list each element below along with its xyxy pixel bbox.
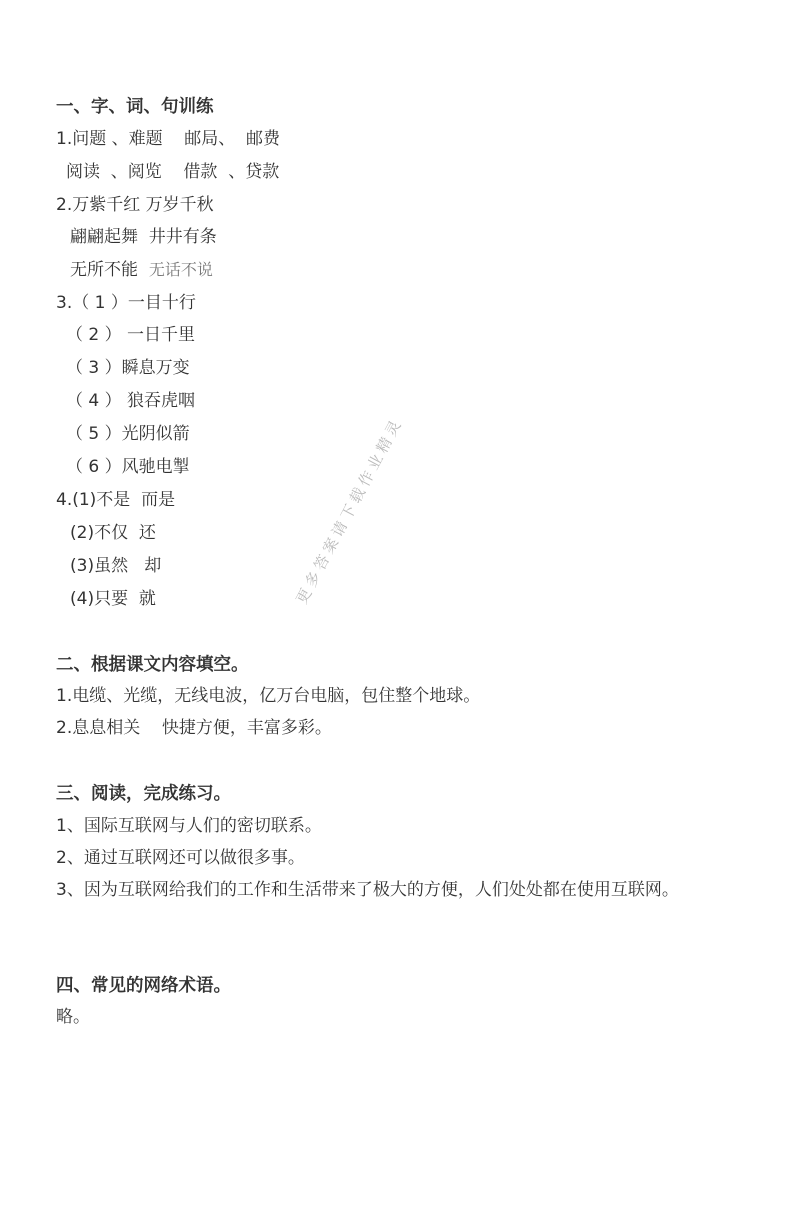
answer-line: （ 5 ）光阴似箭 — [66, 424, 190, 444]
answer-text: 无所不能 — [70, 260, 149, 280]
answer-text-light: 无话不说 — [148, 260, 213, 279]
answer-line: 3、因为互联网给我们的工作和生活带来了极大的方便，人们处处都在使用互联网。 — [56, 880, 679, 900]
section-1-heading: 一、字、词、句训练 — [56, 97, 214, 117]
section-3-heading: 三、阅读，完成练习。 — [56, 784, 231, 804]
answer-line: 1、国际互联网与人们的密切联系。 — [56, 816, 322, 836]
answer-line: 2.息息相关 快捷方便，丰富多彩。 — [56, 718, 332, 738]
section-4-heading: 四、常见的网络术语。 — [56, 976, 231, 996]
answer-line: (4)只要 就 — [70, 589, 156, 609]
answer-line: 1.电缆、光缆，无线电波，亿万台电脑，包住整个地球。 — [56, 686, 481, 706]
answer-line: 阅读 、阅览 借款 、贷款 — [66, 162, 280, 182]
watermark: 更多答案请下载作业精灵 — [292, 413, 407, 607]
answer-line — [70, 259, 213, 281]
answer-line: (3)虽然 却 — [70, 556, 162, 576]
section-2-heading: 二、根据课文内容填空。 — [56, 655, 249, 675]
answer-line: (2)不仅 还 — [70, 523, 156, 543]
answer-line: 翩翩起舞 井井有条 — [70, 227, 217, 247]
answer-line: 3.（ 1 ）一目十行 — [56, 293, 196, 313]
answer-line: （ 2 ） 一日千里 — [66, 325, 196, 345]
answer-line: 2、通过互联网还可以做很多事。 — [56, 848, 305, 868]
answer-line: （ 6 ）风驰电掣 — [66, 457, 190, 477]
answer-line: 4.(1)不是 而是 — [56, 490, 176, 510]
answer-line: 1.问题 、难题 邮局、 邮费 — [56, 129, 281, 149]
answer-line: （ 4 ） 狼吞虎咽 — [66, 391, 196, 411]
answer-line: 2.万紫千红 万岁千秋 — [56, 195, 214, 215]
answer-line: （ 3 ）瞬息万变 — [66, 358, 190, 378]
answer-line: 略。 — [56, 1007, 90, 1027]
